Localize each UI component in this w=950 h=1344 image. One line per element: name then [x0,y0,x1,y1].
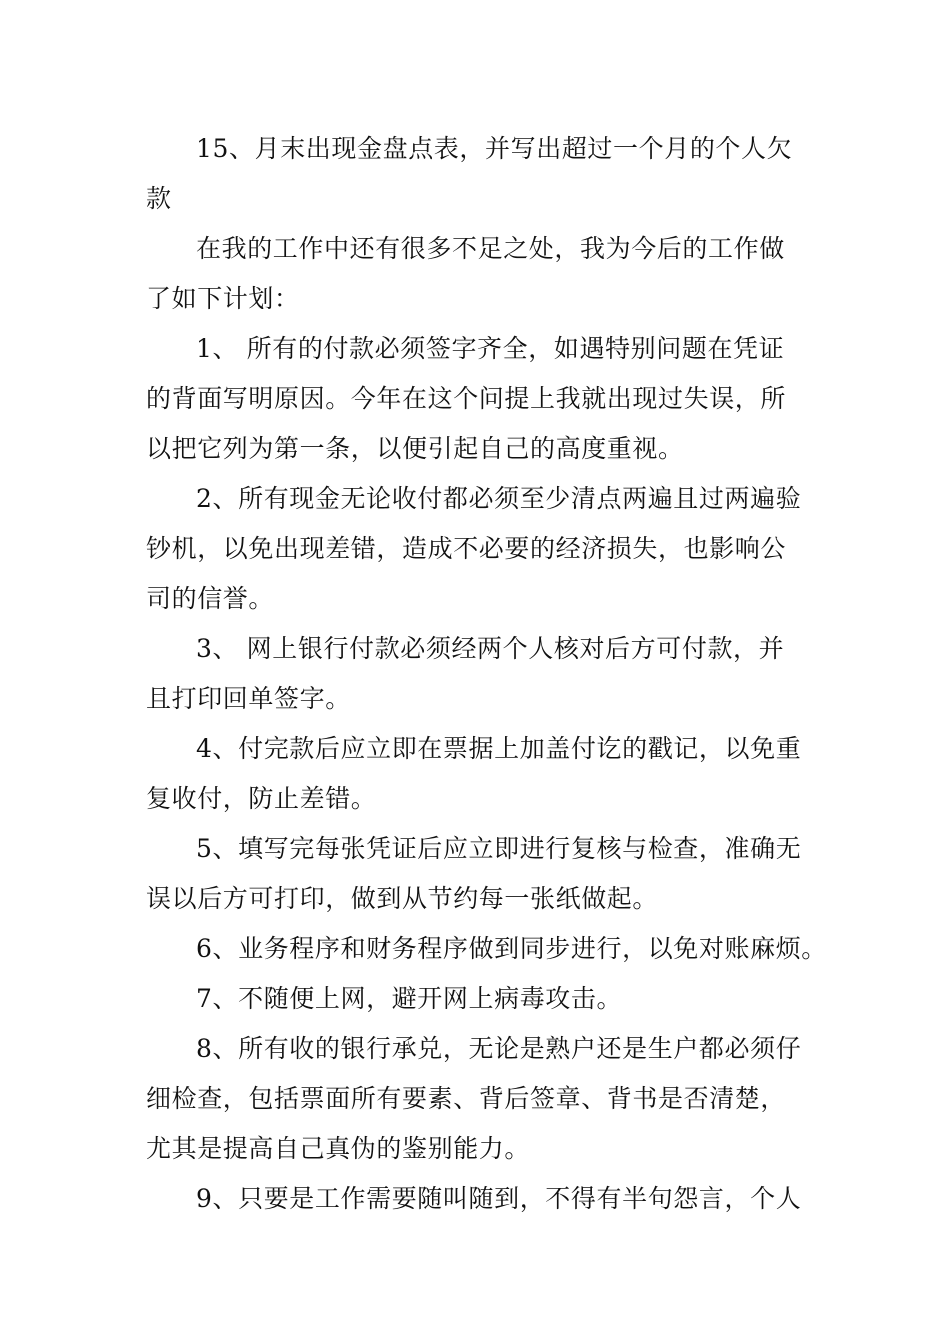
text-line: 了如下计划： [146,284,300,313]
text-line: 3、 网上银行付款必须经两个人核对后方可付款，并 [196,634,785,663]
text-line: 司的信誉。 [146,584,275,613]
text-line: 且打印回单签字。 [146,684,351,713]
text-line: 复收付，防止差错。 [146,784,377,813]
text-line: 在我的工作中还有很多不足之处，我为今后的工作做 [196,234,785,263]
text-line: 8、所有收的银行承兑，无论是熟户还是生户都必须仔 [196,1034,802,1063]
text-line: 4、付完款后应立即在票据上加盖付讫的戳记，以免重 [196,734,802,763]
text-line: 以把它列为第一条，以便引起自己的高度重视。 [146,434,684,463]
text-line: 的背面写明原因。今年在这个问提上我就出现过失误，所 [146,384,787,413]
text-line: 钞机，以免出现差错，造成不必要的经济损失，也影响公 [146,534,787,563]
text-line: 误以后方可打印，做到从节约每一张纸做起。 [146,884,659,913]
text-line: 尤其是提高自己真伪的鉴别能力。 [146,1134,531,1163]
text-line: 15、月末出现金盘点表，并写出超过一个月的个人欠 [196,134,793,163]
text-line: 细检查，包括票面所有要素、背后签章、背书是否清楚， [146,1084,787,1113]
text-line: 7、不随便上网，避开网上病毒攻击。 [196,984,623,1013]
text-line: 1、 所有的付款必须签字齐全，如遇特别问题在凭证 [196,334,785,363]
text-line: 5、填写完每张凭证后应立即进行复核与检查，准确无 [196,834,802,863]
text-line: 6、业务程序和财务程序做到同步进行，以免对账麻烦。 [196,934,827,963]
text-line: 2、所有现金无论收付都必须至少清点两遍且过两遍验 [196,484,802,513]
text-line: 款 [146,184,172,213]
text-line: 9、只要是工作需要随叫随到，不得有半句怨言，个人 [196,1184,802,1213]
